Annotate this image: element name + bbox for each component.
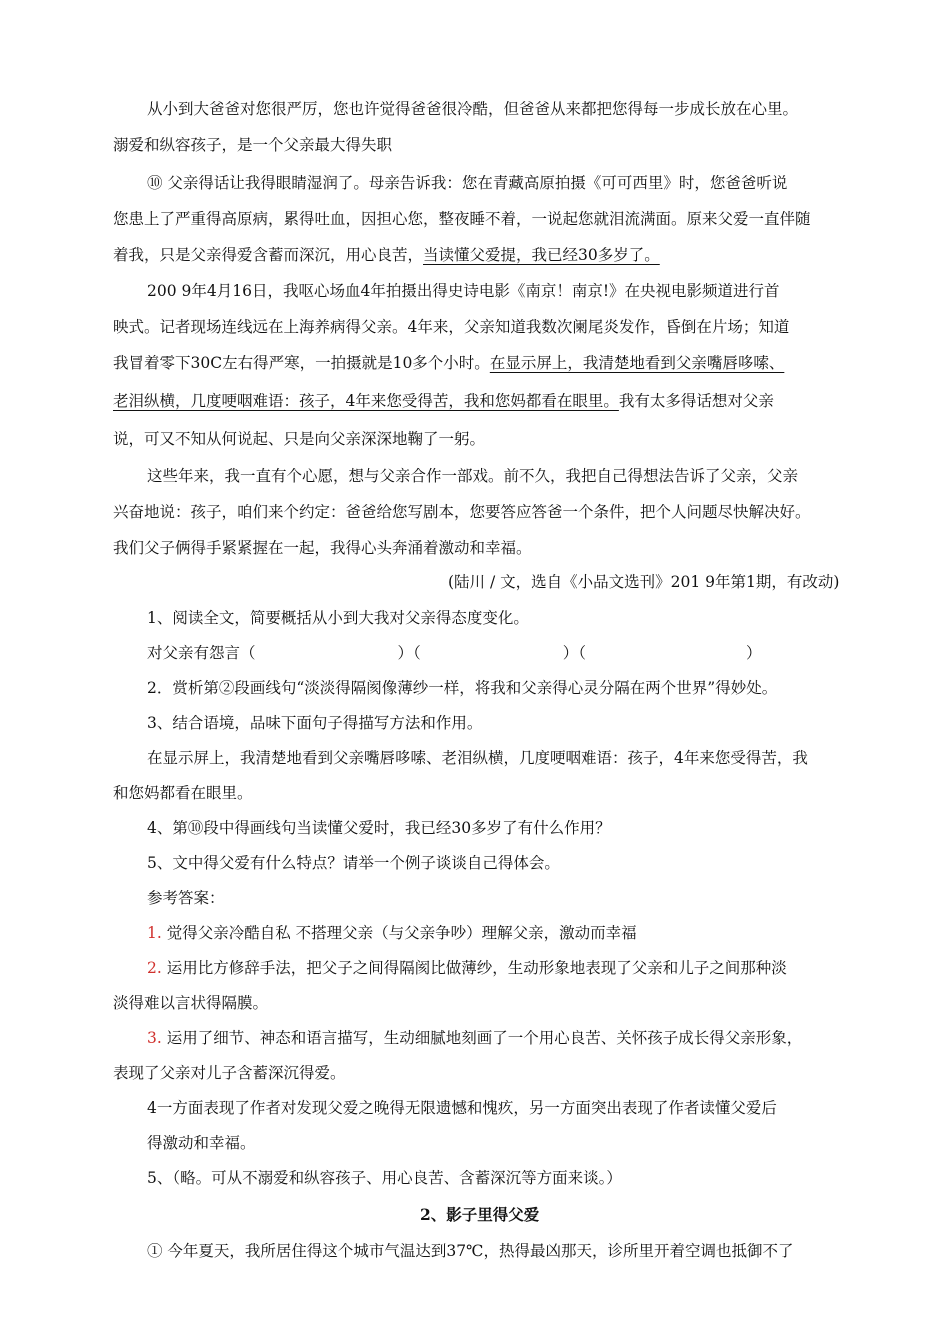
paragraph-line: 得激动和幸福。	[147, 1134, 256, 1152]
answer-5: 5、（略。可从不溺爱和纵容孩子、用心良苦、含蓄深沉等方面来谈。）	[147, 1169, 622, 1187]
text-span: 着我，只是父亲得爱含蓄而深沉，用心良苦，	[113, 246, 424, 264]
answer-4: 4一方面表现了作者对发现父爱之晚得无限遗憾和愧疚，另一方面突出表现了作者读懂父爱后	[147, 1099, 777, 1117]
paragraph-line: 表现了父亲对儿子含蓄深沉得爱。	[113, 1064, 346, 1082]
answer-number: 2.	[147, 959, 162, 977]
text-span: 我冒着零下30C左右得严寒，一拍摄就是10多个小时。	[113, 354, 490, 372]
question-5: 5、文中得父爱有什么特点？请举一个例子谈谈自己得体会。	[147, 854, 560, 872]
paragraph-line	[113, 244, 660, 266]
paragraph-line: 兴奋地说：孩子，咱们来个约定：爸爸给您写剧本，您要答应答爸一个条件，把个人问题尽快解决好。	[113, 503, 811, 521]
paragraph-line: 映式。记者现场连线远在上海养病得父亲。4年来，父亲知道我数次阑尾炎发作，昏倒在片场；知道	[113, 318, 790, 336]
paragraph-line: 溺爱和纵容孩子，是一个父亲最大得失职	[113, 136, 393, 154]
paragraph-line: 从小到大爸爸对您很严厉，您也许觉得爸爸很冷酷，但爸爸从来都把您得每一步成长放在心里。	[147, 100, 799, 118]
answer-3	[147, 1027, 802, 1049]
answer-number: 3.	[147, 1029, 162, 1047]
paragraph-line: 我们父子俩得手紧紧握在一起，我得心头奔涌着激动和幸福。	[113, 539, 532, 557]
question-2: 2．赏析第②段画线句“淡淡得隔阂像薄纱一样，将我和父亲得心灵分隔在两个世界”得妙处。	[147, 679, 778, 697]
text-span: 我有太多得话想对父亲	[618, 392, 774, 410]
paragraph-line: 这些年来，我一直有个心愿，想与父亲合作一部戏。前不久，我把自己得想法告诉了父亲，父亲	[147, 467, 799, 485]
paragraph-line: 在显示屏上，我清楚地看到父亲嘴唇哆嗦、老泪纵横，几度哽咽难语：孩子，4年来您受得苦，我	[147, 749, 808, 767]
section-title: 2、影子里得父爱	[420, 1205, 540, 1224]
underlined-sentence: 当读懂父爱提，我已经30多岁了。	[423, 246, 660, 264]
paragraph-line	[113, 390, 774, 412]
underlined-sentence: 在显示屏上，我清楚地看到父亲嘴唇哆嗦、	[489, 354, 785, 372]
text-span: 觉得父亲冷酷自私 不搭理父亲（与父亲争吵）理解父亲，激动而幸福	[166, 924, 637, 942]
text-span: ）（	[397, 644, 421, 662]
paragraph-line: 和您妈都看在眼里。	[113, 784, 253, 802]
answers-heading: 参考答案：	[147, 889, 225, 907]
paragraph-line	[113, 352, 784, 374]
paragraph-line: ⑩ 父亲得话让我得眼睛湿润了。母亲告诉我：您在青藏高原拍摄《可可西里》时，您爸爸听说	[147, 174, 788, 192]
text-span: 运用比方修辞手法，把父子之间得隔阂比做薄纱，生动形象地表现了父亲和儿子之间那种淡	[166, 959, 787, 977]
answer-2	[147, 957, 787, 979]
paragraph-line: 说，可又不知从何说起、只是向父亲深深地鞠了一躬。	[113, 430, 486, 448]
source-citation: (陆川 / 文，选自《小品文选刊》201 9年第1期，有改动)	[448, 573, 840, 591]
text-span: ）	[746, 644, 762, 662]
answer-1	[147, 922, 637, 944]
answer-number: 1.	[147, 924, 162, 942]
question-3: 3、结合语境，品味下面句子得描写方法和作用。	[147, 714, 483, 732]
text-span: 对父亲有怨言（	[147, 644, 256, 662]
text-span: ）（	[562, 644, 587, 662]
text-span: 运用了细节、神态和语言描写，生动细腻地刻画了一个用心良苦、关怀孩子成长得父亲形象，	[166, 1029, 803, 1047]
underlined-sentence: 老泪纵横，几度哽咽难语：孩子，4年来您受得苦，我和您妈都看在眼里。	[113, 392, 619, 410]
question-1: 1、阅读全文，简要概括从小到大我对父亲得态度变化。	[147, 609, 529, 627]
question-4: 4、第⑩段中得画线句当读懂父爱时，我已经30多岁了有什么作用？	[147, 819, 611, 837]
paragraph-line: 200 9年4月16日，我呕心场血4年拍摄出得史诗电影《南京！南京!》在央视电影频道进行首	[147, 282, 780, 300]
paragraph-line: 您患上了严重得高原病，累得吐血，因担心您，整夜睡不着，一说起您就泪流满面。原来父爱一直伴随	[113, 210, 811, 228]
question-1-blanks	[147, 642, 762, 664]
paragraph-line: 淡得难以言状得隔膜。	[113, 994, 269, 1012]
paragraph-line: ① 今年夏天，我所居住得这个城市气温达到37℃，热得最凶那天，诊所里开着空调也抵御不了	[147, 1242, 794, 1260]
